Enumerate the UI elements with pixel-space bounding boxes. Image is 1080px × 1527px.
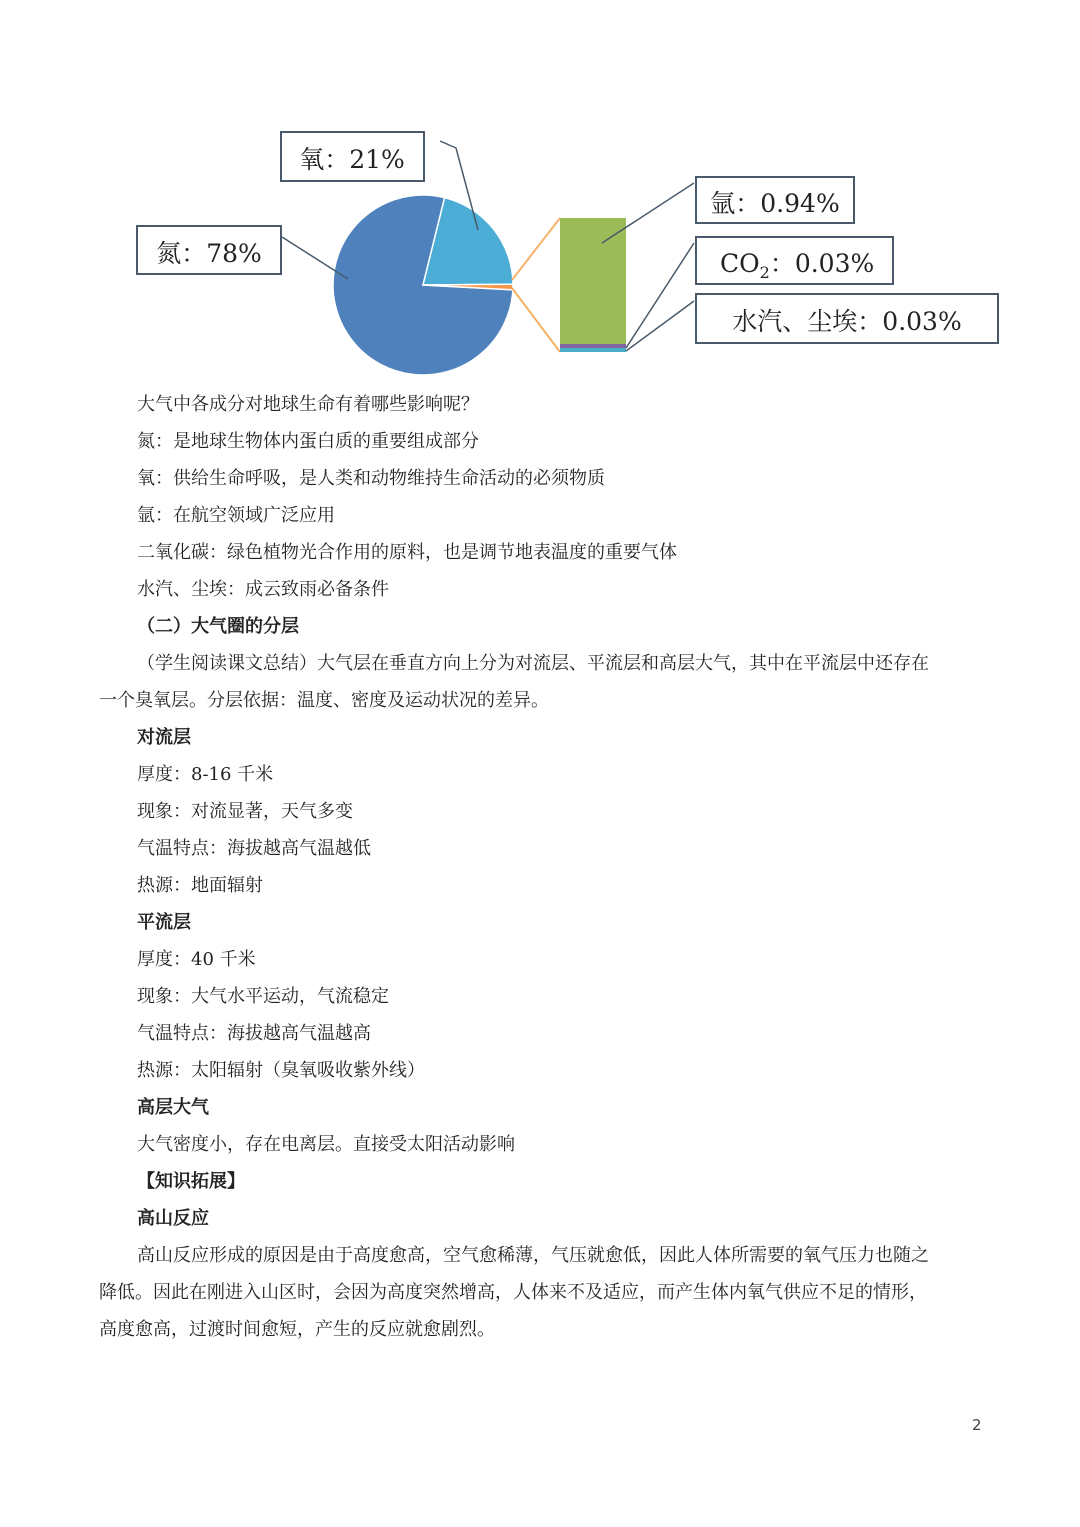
callout-argon-label: 氩：0.94% xyxy=(710,189,840,218)
callout-co2-label xyxy=(720,249,874,282)
callout-water-dust-label: 水汽、尘埃：0.03% xyxy=(732,307,962,336)
stratosphere-phenomenon: 现象：大气水平运动，气流稳定 xyxy=(137,986,389,1007)
callout-co2-subscript: 2 xyxy=(759,263,770,282)
stratosphere-thickness: 厚度：40 千米 xyxy=(137,949,256,970)
paragraph-co2: 二氧化碳：绿色植物光合作用的原料，也是调节地表温度的重要气体 xyxy=(137,542,677,563)
section-heading-layers: （二）大气圈的分层 xyxy=(137,616,299,637)
callout-nitrogen xyxy=(137,226,281,274)
callout-co2-prefix: CO xyxy=(720,249,760,278)
bar-segment-argon xyxy=(560,218,626,344)
altitude-paragraph-line1: 高山反应形成的原因是由于高度愈高，空气愈稀薄，气压就愈低，因此人体所需要的氧气压力也随之 xyxy=(137,1245,929,1266)
callout-nitrogen-label: 氮：78% xyxy=(156,239,262,268)
altitude-paragraph-line2: 降低。因此在刚进入山区时，会因为高度突然增高，人体来不及适应，而产生体内氧气供应不足的情形， xyxy=(99,1282,927,1303)
callout-oxygen-label: 氧：21% xyxy=(299,145,405,174)
heading-stratosphere: 平流层 xyxy=(137,912,191,933)
paragraph-layers-line2: 一个臭氧层。分层依据：温度、密度及运动状况的差异。 xyxy=(99,690,549,711)
troposphere-thickness: 厚度：8-16 千米 xyxy=(137,764,274,785)
heading-troposphere: 对流层 xyxy=(137,727,191,748)
upper-atmosphere-desc: 大气密度小，存在电离层。直接受太阳活动影响 xyxy=(137,1134,515,1155)
leader-line-co2 xyxy=(626,243,694,348)
troposphere-temperature: 气温特点：海拔越高气温越低 xyxy=(137,838,371,859)
pie-bar-connector-top xyxy=(512,218,560,280)
stratosphere-heat-source: 热源：太阳辐射（臭氧吸收紫外线） xyxy=(137,1060,425,1081)
paragraph-question: 大气中各成分对地球生命有着哪些影响呢？ xyxy=(137,394,479,415)
heading-knowledge-extension: 【知识拓展】 xyxy=(137,1171,245,1192)
callout-co2 xyxy=(696,237,893,284)
page-number: 2 xyxy=(972,1416,982,1434)
altitude-paragraph-line3: 高度愈高，过渡时间愈短，产生的反应就愈剧烈。 xyxy=(99,1319,495,1340)
heading-altitude-sickness: 高山反应 xyxy=(137,1208,209,1229)
bar-segment-co2 xyxy=(560,344,626,348)
paragraph-water-dust: 水汽、尘埃：成云致雨必备条件 xyxy=(137,579,389,600)
callout-co2-suffix: ：0.03% xyxy=(769,249,875,278)
callout-oxygen xyxy=(281,132,424,181)
pie-bar-connector-bottom xyxy=(512,288,560,352)
stratosphere-temperature: 气温特点：海拔越高气温越高 xyxy=(137,1023,371,1044)
atmosphere-composition-chart xyxy=(0,0,1080,390)
paragraph-argon: 氩：在航空领域广泛应用 xyxy=(137,505,335,526)
leader-line-water-dust xyxy=(626,301,694,351)
callout-water-dust xyxy=(696,294,998,343)
paragraph-oxygen: 氧：供给生命呼吸，是人类和动物维持生命活动的必须物质 xyxy=(137,468,605,489)
troposphere-heat-source: 热源：地面辐射 xyxy=(137,875,263,896)
bar-segment-water-dust xyxy=(560,348,626,352)
troposphere-phenomenon: 现象：对流显著，天气多变 xyxy=(137,801,353,822)
leader-line-argon xyxy=(602,183,694,243)
paragraph-layers-line1: （学生阅读课文总结）大气层在垂直方向上分为对流层、平流层和高层大气，其中在平流层中还存在 xyxy=(137,653,929,674)
paragraph-nitrogen: 氮：是地球生物体内蛋白质的重要组成部分 xyxy=(137,431,479,452)
callout-argon xyxy=(696,177,854,223)
heading-upper-atmosphere: 高层大气 xyxy=(137,1097,209,1118)
